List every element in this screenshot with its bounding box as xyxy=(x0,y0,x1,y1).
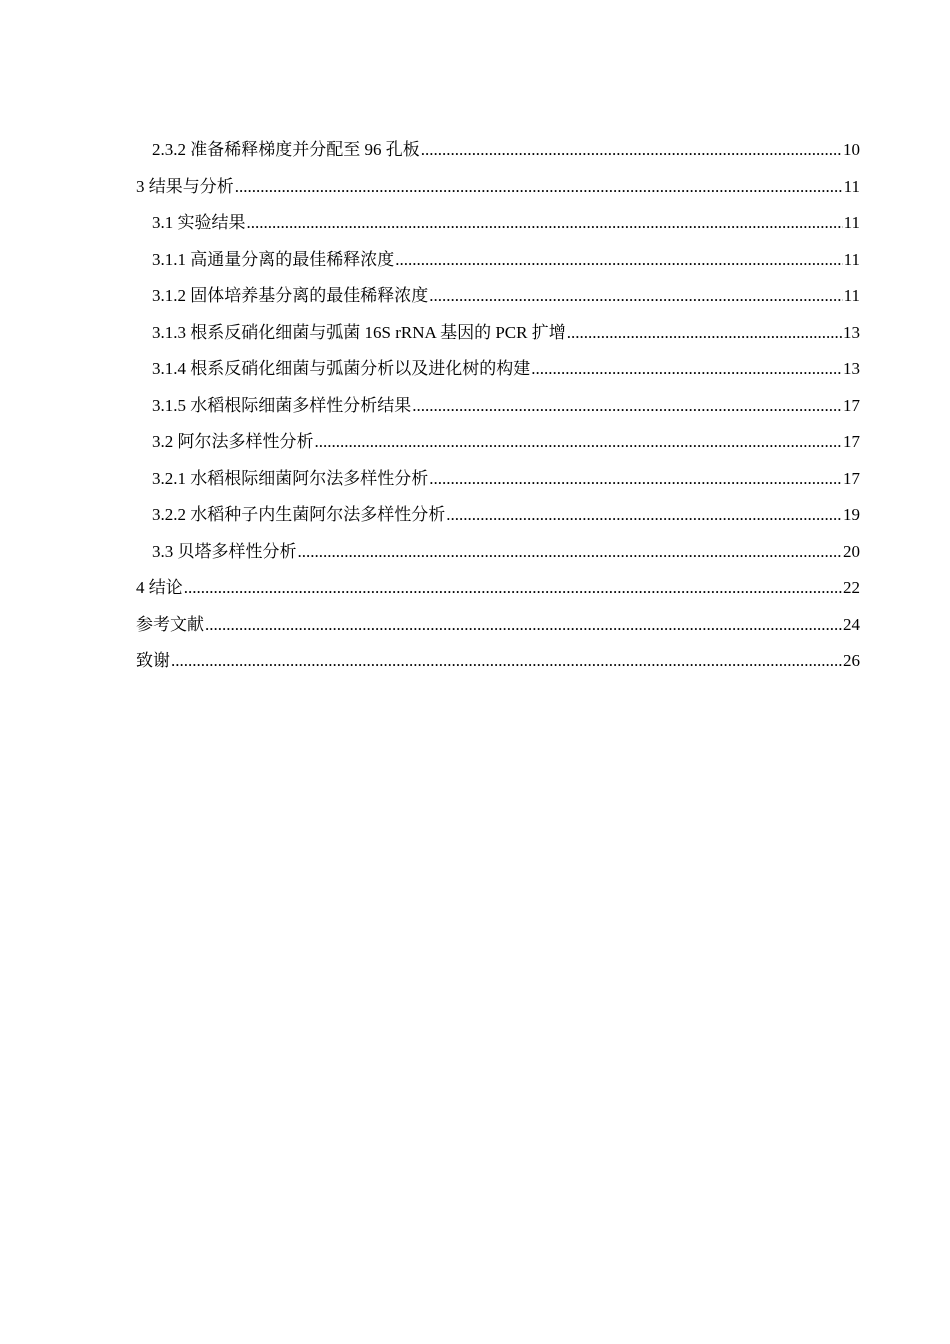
toc-entry-title: 2.3.2 准备稀释梯度并分配至 96 孔板 xyxy=(152,140,420,159)
toc-entry-page: 13 xyxy=(843,322,860,342)
toc-entry-title: 参考文献 xyxy=(136,614,204,634)
toc-dot-leader xyxy=(205,611,842,639)
toc-dot-leader xyxy=(531,355,842,383)
toc-entry[interactable] xyxy=(136,501,860,538)
toc-entry[interactable] xyxy=(136,282,860,319)
toc-entry-page: 20 xyxy=(843,541,860,561)
toc-entry-title: 3.1.4 根系反硝化细菌与弧菌分析以及进化树的构建 xyxy=(152,359,531,378)
toc-entry-title: 3.1 实验结果 xyxy=(152,213,246,232)
toc-entry-page: 13 xyxy=(843,359,860,378)
toc-entry[interactable] xyxy=(136,647,860,684)
toc-entry-page: 10 xyxy=(843,140,860,159)
toc-entry[interactable] xyxy=(136,574,860,611)
toc-entry-page: 22 xyxy=(843,578,860,597)
toc-entry[interactable] xyxy=(136,136,860,173)
toc-entry[interactable] xyxy=(136,611,860,648)
toc-entry-title: 3.1.5 水稻根际细菌多样性分析结果 xyxy=(152,395,412,415)
toc-entry[interactable] xyxy=(136,209,860,246)
toc-entry-page: 17 xyxy=(843,395,860,415)
toc-entry[interactable] xyxy=(136,538,860,575)
toc-dot-leader xyxy=(298,538,843,566)
toc-dot-leader xyxy=(315,428,843,456)
toc-entry-title: 致谢 xyxy=(136,651,170,670)
toc-entry[interactable] xyxy=(136,355,860,392)
toc-entry-title: 3 结果与分析 xyxy=(136,176,234,196)
table-of-contents xyxy=(136,136,860,684)
toc-entry-title: 3.3 贝塔多样性分析 xyxy=(152,541,297,561)
toc-entry-page: 11 xyxy=(843,249,860,269)
toc-entry[interactable] xyxy=(136,392,860,429)
toc-entry-title: 3.2 阿尔法多样性分析 xyxy=(152,432,314,451)
toc-dot-leader xyxy=(184,574,842,602)
toc-entry-page: 19 xyxy=(843,505,860,524)
toc-entry[interactable] xyxy=(136,465,860,502)
toc-entry-title: 3.1.3 根系反硝化细菌与弧菌 16S rRNA 基因的 PCR 扩增 xyxy=(152,322,566,342)
toc-dot-leader xyxy=(412,392,842,420)
toc-entry-title: 3.1.2 固体培养基分离的最佳稀释浓度 xyxy=(152,286,429,305)
toc-dot-leader xyxy=(395,246,842,274)
toc-dot-leader xyxy=(429,282,842,310)
toc-dot-leader xyxy=(171,647,842,675)
toc-entry[interactable] xyxy=(136,173,860,210)
toc-dot-leader xyxy=(567,319,842,347)
toc-entry-page: 24 xyxy=(843,614,860,634)
toc-entry-title: 4 结论 xyxy=(136,578,183,597)
toc-entry[interactable] xyxy=(136,319,860,356)
toc-dot-leader xyxy=(421,136,842,164)
toc-entry-title: 3.2.1 水稻根际细菌阿尔法多样性分析 xyxy=(152,468,429,488)
toc-entry-page: 17 xyxy=(843,468,860,488)
toc-entry[interactable] xyxy=(136,428,860,465)
toc-dot-leader xyxy=(247,209,843,237)
toc-entry-page: 17 xyxy=(843,432,860,451)
toc-dot-leader xyxy=(446,501,842,529)
toc-dot-leader xyxy=(235,173,843,201)
toc-entry-title: 3.2.2 水稻种子内生菌阿尔法多样性分析 xyxy=(152,505,446,524)
toc-entry-page: 26 xyxy=(843,651,860,670)
toc-entry[interactable] xyxy=(136,246,860,283)
toc-entry-title: 3.1.1 高通量分离的最佳稀释浓度 xyxy=(152,249,395,269)
toc-dot-leader xyxy=(429,465,842,493)
toc-entry-page: 11 xyxy=(843,176,860,196)
toc-entry-page: 11 xyxy=(843,286,860,305)
toc-entry-page: 11 xyxy=(843,213,860,232)
